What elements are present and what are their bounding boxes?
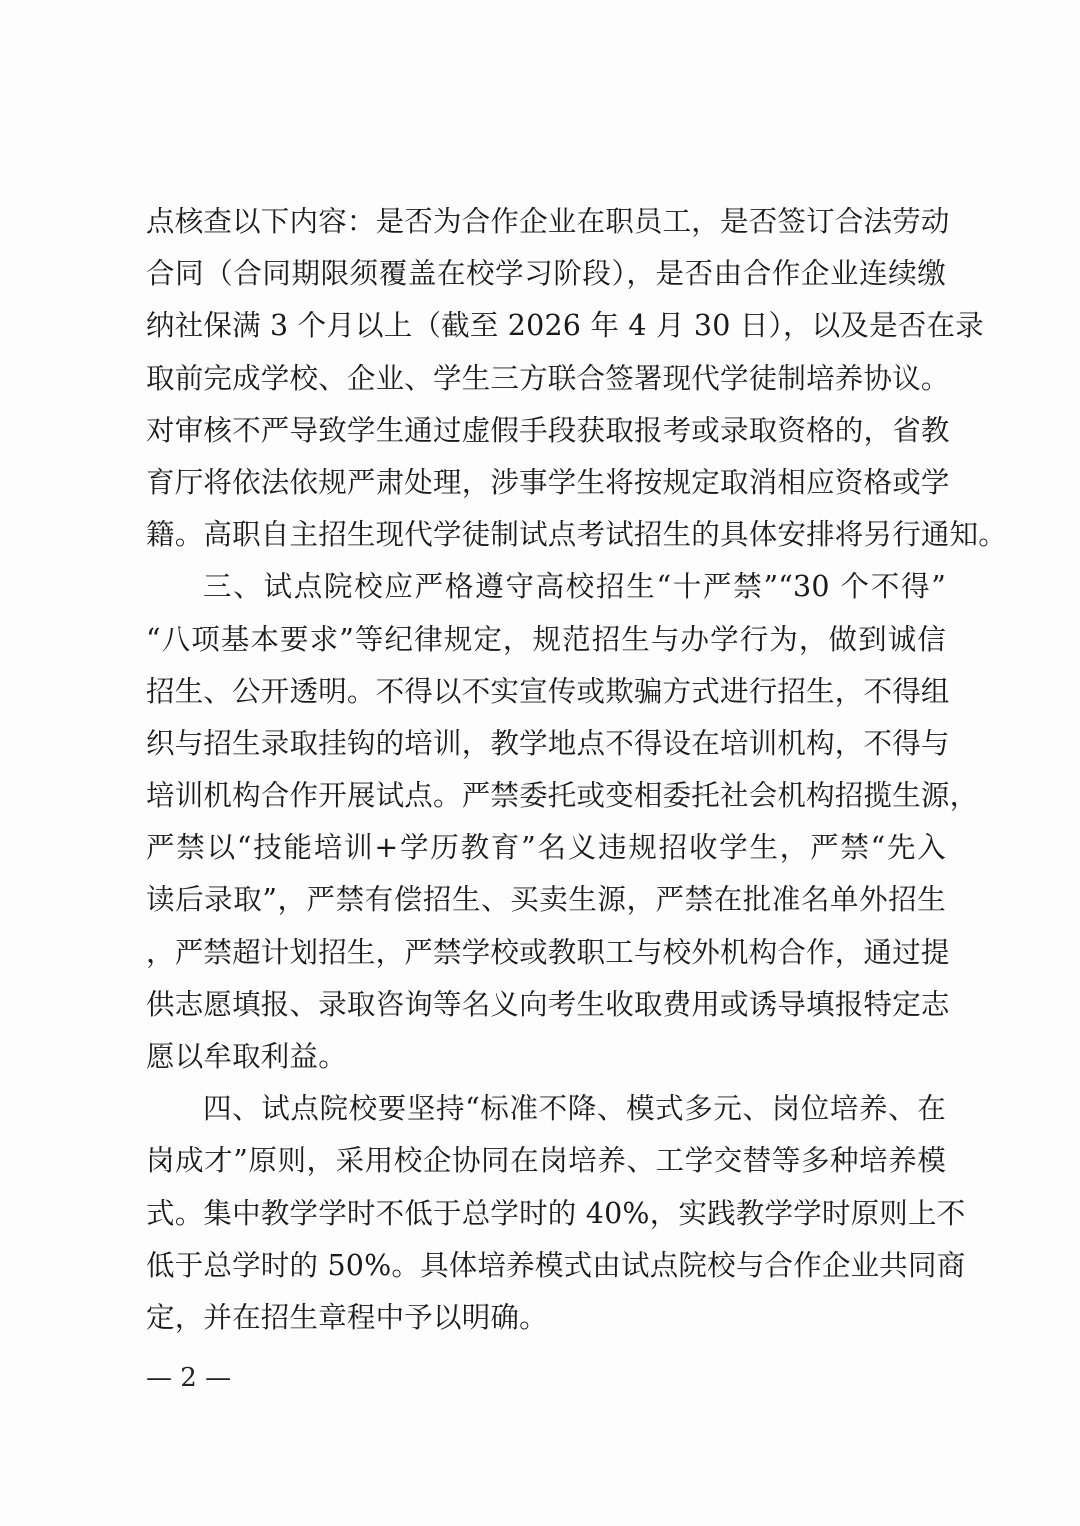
text-line: 定，并在招生章程中予以明确。 [146, 1300, 548, 1334]
text-line: 低于总学时的 50%。具体培养模式由试点院校与合作企业共同商 [146, 1248, 966, 1282]
section-four-heading-line: 四、试点院校要坚持“标准不降、模式多元、岗位培养、在 [203, 1092, 946, 1126]
text-line: 取前完成学校、企业、学生三方联合签署现代学徒制培养协议。 [146, 361, 950, 395]
text-line: 育厅将依法依规严肃处理，涉事学生将按规定取消相应资格或学 [146, 465, 950, 499]
text-line: 式。集中教学学时不低于总学时的 40%，实践教学学时原则上不 [146, 1196, 966, 1230]
text-line: 招生、公开透明。不得以不实宣传或欺骗方式进行招生，不得组 [146, 674, 950, 708]
text-line: 愿以牟取利益。 [146, 1040, 347, 1073]
page-number: — 2 — [146, 1363, 232, 1393]
text-line: 籍。高职自主招生现代学徒制试点考试招生的具体安排将另行通知。 [146, 518, 1008, 552]
text-line: ，严禁超计划招生，严禁学校或教职工与校外机构合作，通过提 [146, 935, 950, 969]
text-line: 供志愿填报、录取咨询等名义向考生收取费用或诱导填报特定志 [146, 987, 950, 1021]
text-line: “八项基本要求”等纪律规定，规范招生与办学行为，做到诚信 [146, 622, 946, 656]
text-line: 培训机构合作开展试点。严禁委托或变相委托社会机构招揽生源， [146, 779, 979, 813]
text-line: 合同（合同期限须覆盖在校学习阶段），是否由合作企业连续缴 [146, 257, 946, 291]
text-line: 岗成才”原则，采用校企协同在岗培养、工学交替等多种培养模 [146, 1144, 946, 1178]
text-line: 点核查以下内容：是否为合作企业在职员工，是否签订合法劳动 [146, 205, 950, 238]
text-line: 纳社保满 3 个月以上（截至 2026 年 4 月 30 日），以及是否在录 [146, 309, 984, 343]
section-three-heading-line: 三、试点院校应严格遵守高校招生“十严禁”“30 个不得” [203, 570, 946, 604]
text-line: 织与招生录取挂钩的培训，教学地点不得设在培训机构，不得与 [146, 726, 950, 760]
text-line: 读后录取”，严禁有偿招生、买卖生源，严禁在批准名单外招生 [146, 883, 946, 917]
body-text [146, 196, 1008, 1344]
text-line: 对审核不严导致学生通过虚假手段获取报考或录取资格的，省教 [146, 413, 950, 447]
text-line: 严禁以“技能培训+学历教育”名义违规招收学生，严禁“先入 [146, 831, 946, 865]
